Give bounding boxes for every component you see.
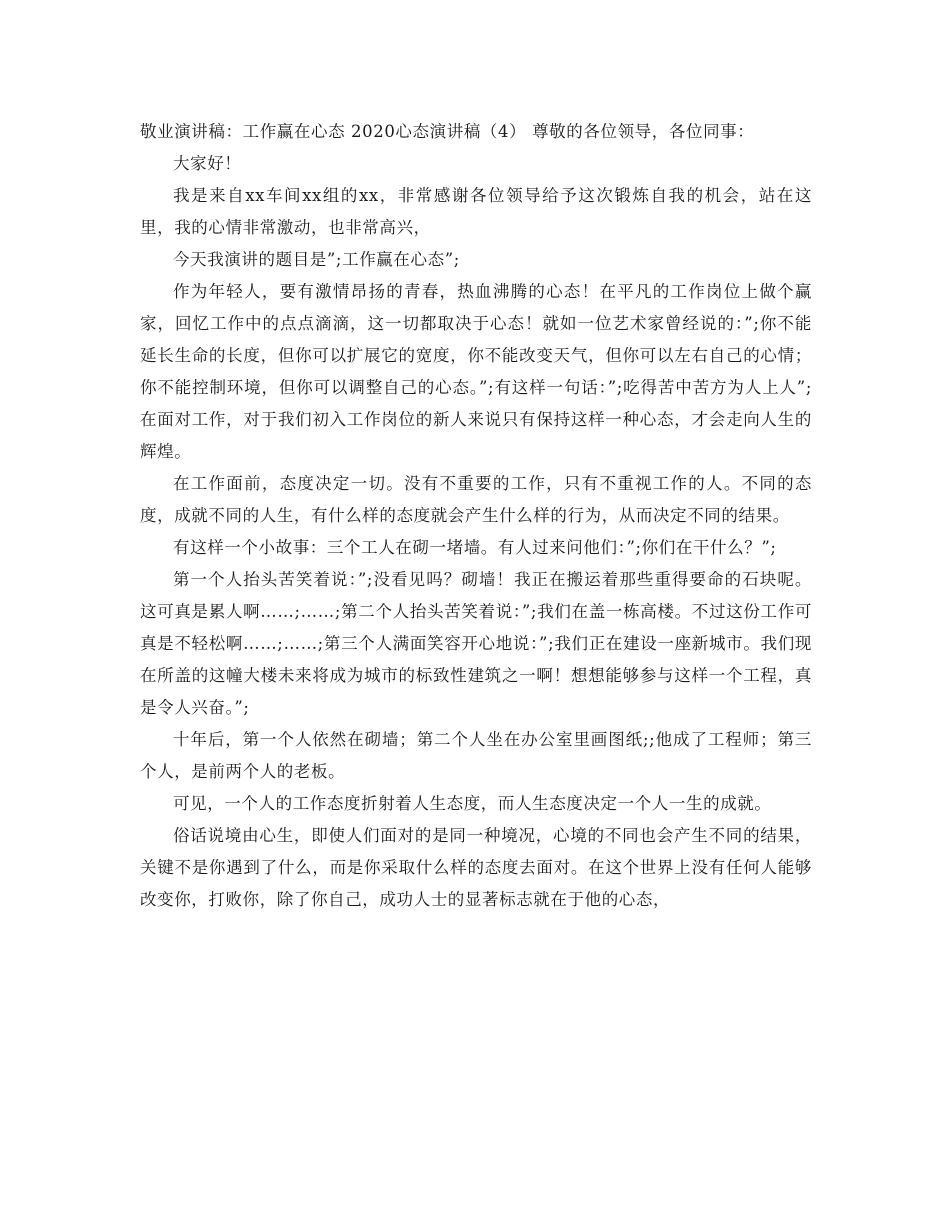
paragraph-youth-attitude: 作为年轻人，要有激情昂扬的青春，热血沸腾的心态！在平凡的工作岗位上做个赢家，回忆工作中的点点滴滴，这一切都取决于心态！就如一位艺术家曾经说的：”;你不能延长生命的长度，但你可以扩展它的宽度，你不能改变天气，但你可以左右自己的心情；你不能控制环境，但你可以调整自己的心态。”;有这样一句话：”;吃得苦中苦方为人上人”;在面对工作，对于我们初入工作岗位的新人来说只有保持这样一种心态，才会走向人生的辉煌。 — [140, 282, 812, 461]
paragraph-mind-shapes: 俗话说境由心生，即使人们面对的是同一种境况，心境的不同也会产生不同的结果，关键不是你遇到了什么，而是你采取什么样的态度去面对。在这个世界上没有任何人能够改变你，打败你，除了你自己，成功人士的显著标志就在于他的心态， — [140, 826, 812, 909]
paragraph-attitude-decides: 在工作面前，态度决定一切。没有不重要的工作，只有不重视工作的人。不同的态度，成就不同的人生，有什么样的态度就会产生什么样的行为，从而决定不同的结果。 — [140, 474, 812, 525]
paragraph-conclusion: 可见，一个人的工作态度折射着人生态度，而人生态度决定一个人一生的成就。 — [173, 794, 772, 813]
paragraph-story-intro: 有这样一个小故事：三个工人在砌一堵墙。有人过来问他们：”;你们在干什么？”; — [173, 538, 777, 557]
paragraph-hello: 大家好！ — [173, 154, 242, 173]
paragraph-three-workers: 第一个人抬头苦笑着说：”;没看见吗？砌墙！我正在搬运着那些重得要命的石块呢。这可真是累人啊……;……;第二个人抬头苦笑着说：”;我们在盖一栋高楼。不过这份工作可真是不轻松啊……;……;第三个人满面笑容开心地说：”;我们正在建设一座新城市。我们现在所盖的这幢大楼未来将成为城市的标致性建筑之一啊！想想能够参与这样一个工程，真是令人兴奋。”; — [140, 570, 812, 717]
paragraph-topic: 今天我演讲的题目是”;工作赢在心态”; — [173, 250, 460, 269]
title-and-greeting: 敬业演讲稿：工作赢在心态 2020心态演讲稿（4） 尊敬的各位领导，各位同事： — [140, 122, 755, 141]
document-body — [140, 116, 812, 916]
paragraph-intro: 我是来自xx车间xx组的xx，非常感谢各位领导给予这次锻炼自我的机会，站在这里，我的心情非常激动，也非常高兴， — [140, 186, 812, 237]
paragraph-ten-years-later: 十年后，第一个人依然在砌墙；第二个人坐在办公室里画图纸;;他成了工程师；第三个人，是前两个人的老板。 — [140, 730, 812, 781]
